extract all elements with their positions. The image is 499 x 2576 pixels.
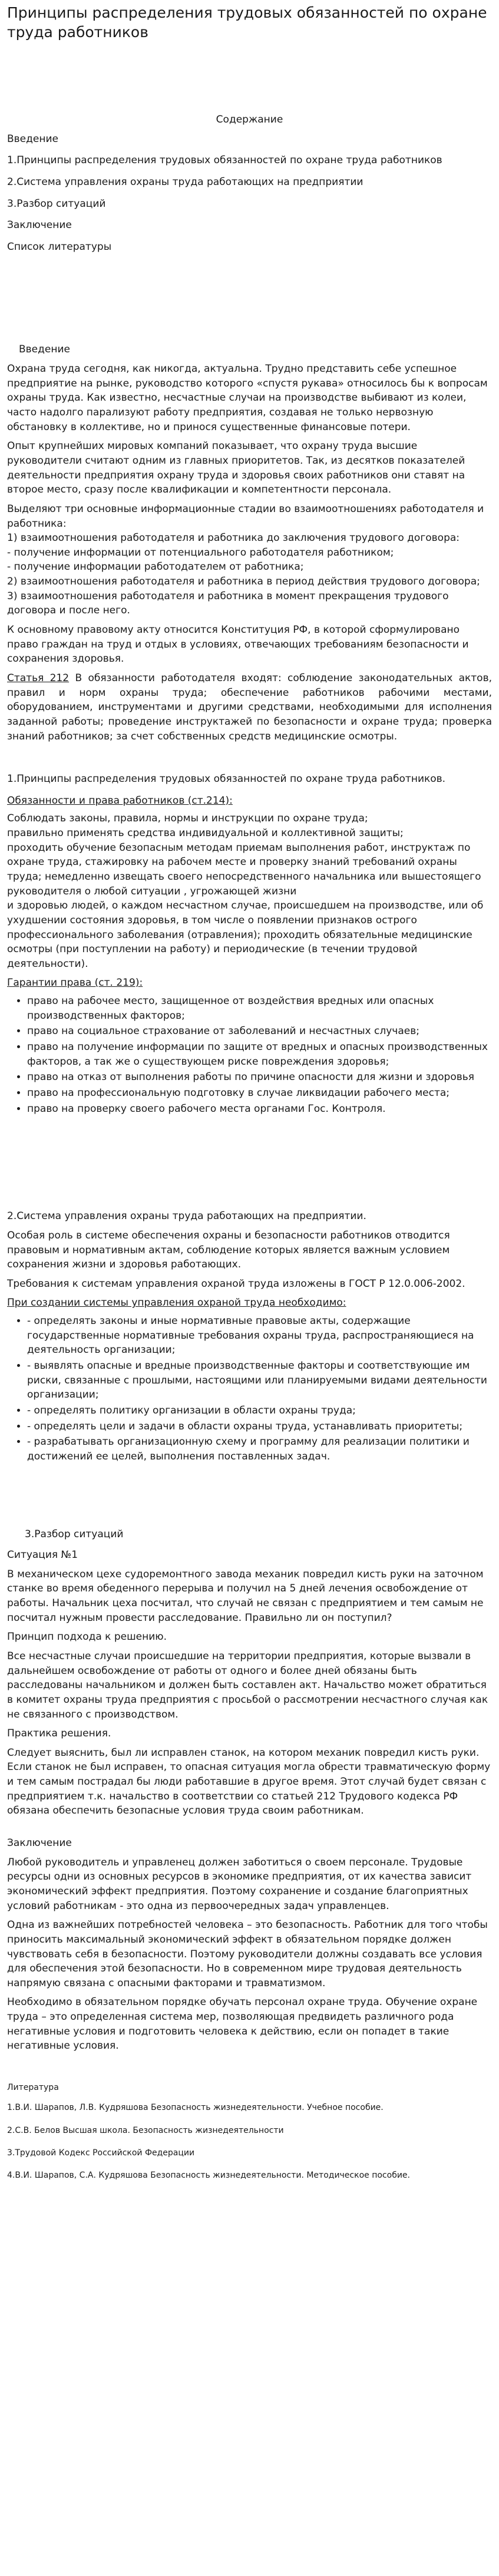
principle-heading: Принцип подхода к решению. — [7, 1631, 167, 1643]
conclusion-paragraph: Необходимо в обязательном порядке обучать персонал охране труда. Обучение охране труда – это определенная система мер, позволяющая предвидеть различного рода негативные условия и подготовить человека к действию, если он попадет в такие негативные условия. — [7, 1996, 478, 2052]
list-item: • право на получение информации по защите от вредных и опасных производственных факторов, а так же о существующем риске повреждения здоровья; — [27, 1040, 492, 1069]
list-item: • - определять политику организации в области охраны труда; — [27, 1403, 492, 1418]
guarantees-heading: Гарантии права (ст. 219): — [7, 977, 143, 989]
section2-paragraph: Требования к системам управления охраной труда изложены в ГОСТ Р 12.0.006-2002. — [7, 1277, 465, 1290]
toc-item: 1.Принципы распределения трудовых обязанностей по охране труда работников — [7, 154, 442, 167]
conclusion-paragraph: Одна из важнейших потребностей человека – это безопасность. Работник для того чтобы приносить максимальный экономический эффект в обязательном порядке должен чувствовать себя в безопасности. Поэтому руководители должны создавать все условия для обеспечения этой безопасности. Но в современном мире трудовая деятельность напрямую связана с опасными факторами и травматизмом. — [7, 1919, 488, 1989]
tasks-heading: При создании системы управления охраной труда необходимо: — [7, 1297, 346, 1309]
section3-heading: 3.Разбор ситуаций — [25, 1528, 124, 1541]
toc-heading: Содержание — [216, 114, 283, 126]
list-item: • право на социальное страхование от заболеваний и несчастных случаев; — [27, 1024, 492, 1039]
case-title: Ситуация №1 — [7, 1549, 78, 1561]
intro-heading: Введение — [19, 344, 70, 356]
list-item: • право на отказ от выполнения работы по причине опасности для жизни и здоровья — [27, 1070, 492, 1085]
intro-paragraph: Опыт крупнейших мировых компаний показывает, что охрану труда высшие руководители считают одним из главных приоритетов. Так, из десятков показателей деятельности предприятия охрану труда и здоровья своих работников они ставят на второе место, сразу после квалификации и компетентности персонала. — [7, 440, 465, 496]
literature-heading: Литература — [7, 2082, 59, 2092]
duties-heading: Обязанности и права работников (ст.214): — [7, 794, 233, 807]
toc-item: 2.Система управления охраны труда работающих на предприятии — [7, 176, 363, 188]
toc-item: Введение — [7, 133, 58, 145]
article-212-link[interactable]: Статья 212 — [7, 672, 70, 684]
toc-item: 3.Разбор ситуаций — [7, 197, 106, 210]
practice-text: Следует выяснить, был ли исправлен станок, на котором механик повредил кисть руки. Если станок не был исправен, то опасная ситуация могла обрести травматическую форму и тем самым пострадал бы люди работавшие в другое время. Этот случай будет связан с предприятием т.к. начальство в соответствии со статьей 212 Трудового кодекса РФ обязана обеспечить безопасные условия труда своим работникам. — [7, 1746, 491, 1817]
guarantees-list — [7, 994, 492, 1116]
document-title: Принципы распределения трудовых обязанностей по охране труда работников — [7, 4, 487, 41]
duties-text: Соблюдать законы, правила, нормы и инструкции по охране труда; правильно применять средства индивидуальной и коллективной защиты; проходить обучение безопасным методам приемам выполнения работ, инструктаж по охране труда, стажировку на рабочем месте и проверку знаний требований охраны труда; немедленно извещать своего непосредственного начальника или вышестоящего руководителя о любой ситуации , угрожающей жизни и здоровью людей, о каждом несчастном случае, происшедшем на производстве, или об ухудшении состояния здоровья, в том числе о появлении признаков острого профессионального заболевания (отравления); проходить обязательные медицинские осмотры (при поступлении на работу) и периодические (в течении трудовой деятельности). — [7, 813, 484, 970]
case-text: В механическом цехе судоремонтного завода механик повредил кисть руки на заточном станке во время обеденного перерыва и получил на 5 дней лечения освобождение от работы. Начальник цеха посчитал, что случай не связан с предприятием и тем самым не посчитал нужным провести расследование. Правильно ли он поступил? — [7, 1568, 484, 1624]
intro-paragraph: Охрана труда сегодня, как никогда, актуальна. Трудно представить себе успешное предприятие на рынке, руководство которого «спустя рукава» относилось бы к вопросам охраны труда. Как известно, несчастные случаи на производстве выбивают из колеи, часто надолго парализуют работу предприятия, создавая не только нервозную обстановку в коллективе, но и принося существенные финансовые потери. — [7, 363, 488, 433]
tasks-list — [7, 1314, 492, 1464]
section2-paragraph: Особая роль в системе обеспечения охраны и безопасности работников отводится правовым и нормативным актам, соблюдение которых является важным условием сохранения жизни и здоровья работающих. — [7, 1229, 450, 1271]
conclusion-paragraph: Любой руководитель и управленец должен заботиться о своем персонале. Трудовые ресурсы одни из основных ресурсов в экономике предприятия, от их качества зависит экономический эффект предприятия. Поэтому сохранение и создание благоприятных условий работникам - это одна из первоочередных задач управленцев. — [7, 1856, 472, 1912]
list-item: • право на проверку своего рабочего места органами Гос. Контроля. — [27, 1102, 492, 1117]
literature-item: 3.Трудовой Кодекс Российской Федерации — [7, 2148, 195, 2158]
table-of-contents — [7, 132, 492, 255]
list-item: • - разрабатывать организационную схему и программу для реализации политики и достижений ее целей, выполнения поставленных задач. — [27, 1435, 492, 1464]
list-item: • - определять цели и задачи в области охраны труда, устанавливать приоритеты; — [27, 1419, 492, 1434]
list-item: • право на профессиональную подготовку в случае ликвидации рабочего места; — [27, 1086, 492, 1101]
section2-heading: 2.Система управления охраны труда работающих на предприятии. — [7, 1210, 366, 1223]
section1-heading: 1.Принципы распределения трудовых обязанностей по охране труда работников. — [7, 773, 446, 785]
literature-item: 4.В.И. Шарапов, С.А. Кудряшова Безопасность жизнедеятельности. Методическое пособие. — [7, 2171, 410, 2181]
literature-item: 2.С.В. Белов Высшая школа. Безопасность жизнедеятельности — [7, 2125, 284, 2135]
list-item: • - определять законы и иные нормативные правовые акты, содержащие государственные нормативные требования охраны труда, распространяющиеся на деятельность организации; — [27, 1314, 492, 1358]
literature-item: 1.В.И. Шарапов, Л.В. Кудряшова Безопасность жизнедеятельности. Учебное пособие. — [7, 2103, 384, 2113]
toc-item: Заключение — [7, 219, 72, 232]
conclusion-heading: Заключение — [7, 1837, 72, 1850]
intro-stages: Выделяют три основные информационные стадии во взаимоотношениях работодателя и работника: 1) взаимоотношения работодателя и работника до заключения трудового договора: - получение информации от потенциального работодателя работником; - получение информации работодателем от работника; 2) взаимоотношения работодателя и работника в период действия трудового договора; 3) взаимоотношения работодателя и работника в момент прекращения трудового договора и после него. — [7, 503, 484, 617]
list-item: • - выявлять опасные и вредные производственные факторы и соответствующие им риски, связанные с прошлыми, настоящими или планируемыми видами деятельности организации; — [27, 1359, 492, 1402]
article-212-paragraph — [7, 671, 492, 744]
article-212-text: В обязанности работодателя входят: соблюдение законодательных актов, правил и норм охраны труда; обеспечение работников рабочими местами, оборудованием, инструментами и другими средствами, необходимыми для исполнения заданной работы; проведение инструктажей по безопасности и охране труда; проверка знаний работников; за счет собственных средств медицинские осмотры. — [7, 672, 492, 742]
toc-item: Список литературы — [7, 240, 112, 253]
list-item: • право на рабочее место, защищенное от воздействия вредных или опасных производственных факторов; — [27, 994, 492, 1023]
practice-heading: Практика решения. — [7, 1728, 111, 1740]
intro-paragraph: К основному правовому акту относится Конституция РФ, в которой сформулировано право граждан на труд и отдых в условиях, отвечающих требованиям безопасности и сохранения здоровья. — [7, 624, 469, 665]
principle-text: Все несчастные случаи происшедшие на территории предприятия, которые вызвали в дальнейшем освобождение от работы от одного и более дней обязаны быть расследованы начальником и должен быть составлен акт. Начальство может обратиться в комитет охраны труда предприятия с просьбой о рассмотрении несчастного случая как не связанного с производством. — [7, 1650, 488, 1720]
